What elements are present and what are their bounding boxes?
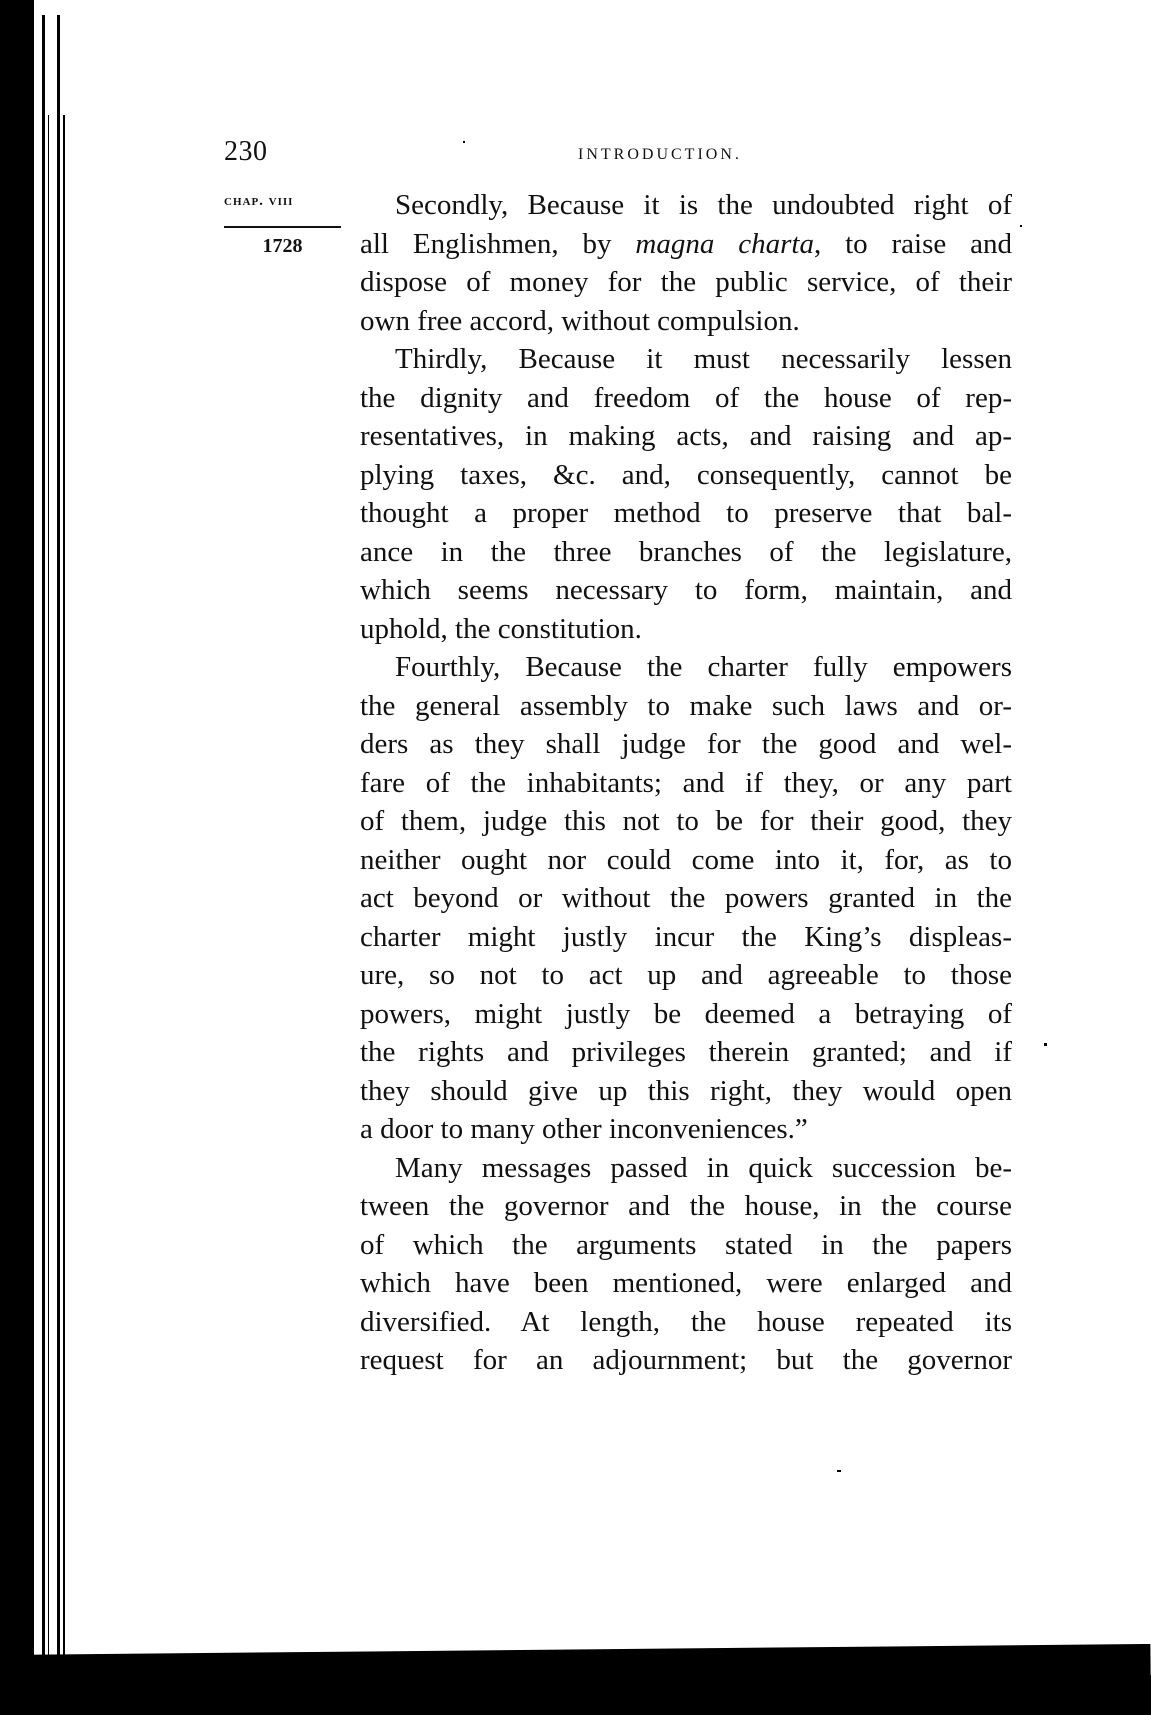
text-line: dispose of money for the public service, of their: [360, 266, 1012, 298]
text-line: which seems necessary to form, maintain, and: [360, 574, 1012, 606]
text-line: the rights and privileges therein granted; and if: [360, 1036, 1012, 1068]
text-line: resentatives, in making acts, and raising and ap-: [360, 420, 1012, 452]
text-line: ance in the three branches of the legislature,: [360, 535, 1012, 568]
scan-speck: [463, 141, 465, 143]
scan-speck: [1020, 225, 1022, 227]
text-line: of them, judge this not to be for their good, they: [360, 805, 1012, 837]
text-line: the dignity and freedom of the house of rep-: [360, 381, 1012, 414]
text-line: Many messages passed in quick succession be-: [395, 1151, 1012, 1184]
scan-line: [48, 115, 49, 1675]
text-line: they should give up this right, they would open: [360, 1074, 1012, 1107]
text-line: diversified. At length, the house repeated its: [360, 1305, 1012, 1338]
scan-speck: [1044, 1043, 1047, 1046]
text-line: ure, so not to act up and agreeable to those: [360, 959, 1012, 991]
text-line: tween the governor and the house, in the course: [360, 1190, 1012, 1222]
scan-line: [42, 15, 45, 1675]
running-head: INTRODUCTION.: [578, 146, 742, 163]
text-line: plying taxes, &c. and, consequently, cannot be: [360, 458, 1012, 491]
text-line: uphold, the constitution.: [360, 612, 642, 645]
text-line: neither ought nor could come into it, for, as to: [360, 843, 1012, 876]
scan-line: [63, 115, 65, 1675]
scan-edge-bottom-fill: [0, 1675, 1151, 1715]
body-text: [360, 186, 1012, 1380]
text-line: the general assembly to make such laws and or-: [360, 689, 1012, 722]
margin-chapter-note: chap. viii: [224, 193, 294, 209]
text-line: ders as they shall judge for the good and wel-: [360, 728, 1012, 760]
text-line: Thirdly, Because it must necessarily lessen: [395, 343, 1012, 375]
text-line: charter might justly incur the King’s displeas-: [360, 920, 1012, 953]
text-line: which have been mentioned, were enlarged and: [360, 1267, 1012, 1299]
text-line: request for an adjournment; but the governor: [360, 1344, 1012, 1376]
text-line: Fourthly, Because the charter fully empowers: [395, 651, 1012, 683]
scan-line: [57, 15, 60, 1675]
margin-year-note: 1728: [262, 235, 303, 257]
scan-speck: [837, 1470, 841, 1472]
text-line: powers, might justly be deemed a betraying of: [360, 997, 1012, 1030]
text-line: act beyond or without the powers granted in the: [360, 882, 1012, 914]
margin-rule: [224, 226, 341, 228]
text-line: thought a proper method to preserve that bal-: [360, 497, 1012, 529]
text-line: own free accord, without compulsion.: [360, 304, 800, 337]
page-number: 230: [224, 136, 268, 167]
text-line: all Englishmen, by magna charta, to raise and: [360, 227, 1012, 260]
text-line: Secondly, Because it is the undoubted right of: [395, 189, 1012, 221]
text-line: a door to many other inconveniences.”: [360, 1113, 808, 1145]
text-line: of which the arguments stated in the papers: [360, 1228, 1012, 1261]
scan-edge-left: [0, 0, 34, 1715]
text-line: fare of the inhabitants; and if they, or any part: [360, 766, 1012, 799]
